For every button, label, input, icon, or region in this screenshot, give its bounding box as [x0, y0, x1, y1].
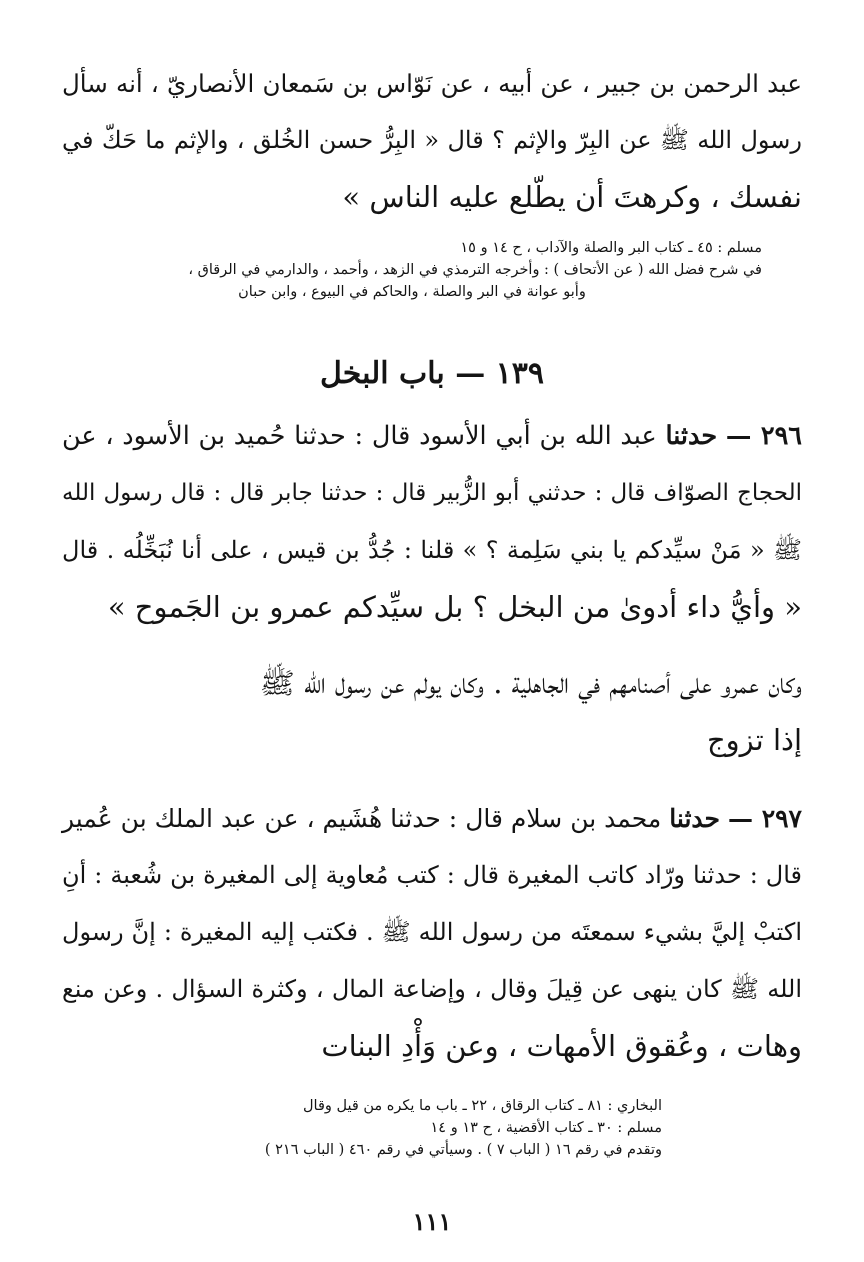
text-line: اكتبْ إليَّ بشيء سمعتَه من رسول الله ﷺ . فكتب إليه المغيرة : إنَّ رسول	[62, 918, 802, 946]
text-line: وكان عمرو على أصنامهم في الجاهلية . وكان يولم عن رسول الله ﷺ	[259, 666, 802, 700]
hadith-number: ٢٩٧ —	[727, 804, 802, 833]
hadith-296-text	[62, 408, 802, 636]
footnote-line: وأبو عوانة في البر والصلة ، والحاكم في البيوع ، وابن حبان	[238, 284, 586, 300]
hadith-295-text	[62, 55, 802, 226]
text-fragment: عبد الله بن أبي الأسود قال : حدثنا حُميد بن الأسود ، عن	[62, 421, 657, 451]
text-line: رسول الله ﷺ عن البِرّ والإثم ؟ قال « البِرُّ حسن الخُلق ، والإثم ما حَكّ في	[62, 126, 802, 154]
text-line: نفسك ، وكرهتَ أن يطّلع عليه الناس »	[342, 180, 802, 214]
footnote-line: مسلم : ٣٠ ـ كتاب الأقضية ، ح ١٣ و ١٤	[430, 1120, 662, 1136]
hadith-number: ٢٩٦ —	[725, 421, 802, 451]
text-line: الله ﷺ كان ينهى عن قِيلَ وقال ، وإضاعة المال ، وكثرة السؤال . وعن منع	[62, 975, 802, 1003]
text-line: إذا تزوج	[706, 723, 802, 757]
footnote-line: في شرح فضل الله ( عن الأتحاف ) : وأخرجه الترمذي في الزهد ، وأحمد ، والدارمي في الرقاق ،	[188, 262, 762, 278]
text-line: وهات ، وعُقوق الأمهات ، وعن وَأْدِ البنات	[321, 1029, 802, 1063]
footnote-line: وتقدم في رقم ١٦ ( الباب ٧ ) . وسيأتي في رقم ٤٦٠ ( الباب ٢١٦ )	[264, 1142, 662, 1158]
footnote-line: البخاري : ٨١ ـ كتاب الرقاق ، ٢٢ ـ باب ما يكره من قيل وقال	[302, 1098, 662, 1114]
text-line: « وأيُّ داء أدوىٰ من البخل ؟ بل سيِّدكم عمرو بن الجَموح »	[107, 590, 802, 624]
footnote-line: مسلم : ٤٥ ـ كتاب البر والصلة والآداب ، ح ١٤ و ١٥	[460, 240, 762, 256]
book-page	[62, 55, 802, 1242]
haddathana-word: حدثنا	[669, 804, 720, 833]
chapter-heading: ١٣٩ — باب البخل	[319, 356, 545, 391]
hadith-297-footnotes	[62, 1095, 662, 1161]
page-number: ١١١	[412, 1207, 452, 1236]
text-fragment: محمد بن سلام قال : حدثنا هُشَيم ، عن عبد الملك بن عُمير	[62, 804, 662, 833]
hadith-296-comment	[62, 655, 802, 769]
hadith-296-first-line	[62, 408, 802, 465]
text-line: ﷺ « مَنْ سيِّدكم يا بني سَلِمة ؟ » قلنا : جُدُّ بن قيس ، على أنا نُبَخِّلُه . قال	[62, 536, 802, 564]
text-line: الحجاج الصوّاف قال : حدثني أبو الزُّبير قال : حدثنا جابر قال : قال رسول الله	[62, 480, 802, 506]
text-line: عبد الرحمن بن جبير ، عن أبيه ، عن نَوّاس بن سَمعان الأنصاريّ ، أنه سأل	[62, 69, 802, 98]
haddathana-word: حدثنا	[665, 421, 718, 451]
hadith-297-text	[62, 790, 802, 1075]
text-line: قال : حدثنا ورّاد كاتب المغيرة قال : كتب مُعاوية إلى المغيرة بن شُعبة : أنِ	[62, 861, 802, 889]
hadith-295-footnotes	[62, 237, 762, 303]
hadith-297-first-line	[62, 790, 802, 847]
